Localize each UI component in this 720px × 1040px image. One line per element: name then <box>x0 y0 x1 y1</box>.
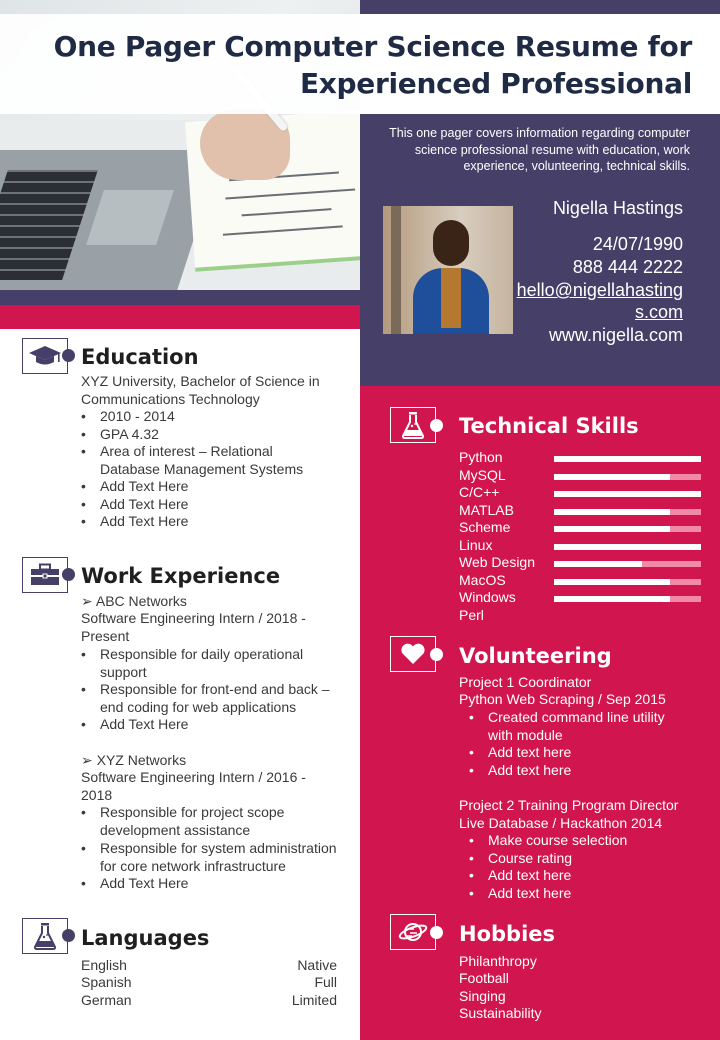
section-dot <box>430 419 443 432</box>
work-experience-heading: Work Experience <box>81 564 281 588</box>
skill-bar <box>554 456 701 462</box>
profile-dob: 24/07/1990 <box>592 234 683 254</box>
list-item: • Add text here <box>488 867 571 885</box>
list-item: • Add text here <box>488 744 571 762</box>
skill-bar-fill <box>554 579 670 585</box>
profile-website-link[interactable]: www.nigella.com <box>548 325 683 345</box>
hobbies-heading: Hobbies <box>459 922 556 946</box>
skill-name: MySQL <box>459 466 506 483</box>
list-item: • Add Text Here <box>100 478 188 496</box>
list-item: • Add Text Here <box>100 496 188 514</box>
skill-bar <box>554 474 701 480</box>
skill-bar-fill <box>554 544 701 550</box>
list-item: • Area of interest – Relational Database Management Systems <box>100 443 330 478</box>
volunteering-heading: Volunteering <box>459 644 612 668</box>
education-school: XYZ University, Bachelor of Science in Communications Technology <box>81 373 320 407</box>
language-row: Spanish Full <box>81 974 337 990</box>
list-item: • Responsible for daily operational support <box>100 646 330 681</box>
list-item: • Created command line utility with module <box>488 709 688 744</box>
project-name: Project 2 Training Program Director <box>459 797 679 813</box>
skill-bar-fill <box>554 561 642 567</box>
section-dot <box>62 929 75 942</box>
project-detail: Live Database / Hackathon 2014 <box>459 815 663 831</box>
top-accent-bar <box>360 0 720 14</box>
skill-name: MacOS <box>459 571 506 588</box>
skill-bar-fill <box>554 526 670 532</box>
skill-name: Web Design <box>459 554 536 570</box>
skill-bar-fill <box>554 474 670 480</box>
page-title: One Pager Computer Science Resume for Experienced Professional <box>53 30 692 100</box>
list-item: • Responsible for system administration for core network infrastructure <box>100 840 355 875</box>
skill-bar-fill <box>554 596 670 602</box>
job-company: ➢ ABC Networks <box>81 593 187 609</box>
section-dot <box>62 568 75 581</box>
list-item: • Add Text Here <box>100 875 188 893</box>
project-name: Project 1 Coordinator <box>459 674 592 690</box>
language-row: English Native <box>81 957 337 973</box>
job-role: Software Engineering Intern / 2016 - 2018 <box>81 769 306 803</box>
section-dot <box>430 648 443 661</box>
skill-name: Perl <box>459 606 484 623</box>
list-item: • Add Text Here <box>100 513 188 531</box>
profile-email-link[interactable]: hello@nigellahastings.com <box>516 280 683 322</box>
skill-name: C/C++ <box>459 484 500 500</box>
list-item: • Make course selection <box>488 832 627 850</box>
skill-bar <box>554 509 701 515</box>
technical-skills-heading: Technical Skills <box>459 414 639 438</box>
skill-bar <box>554 561 701 567</box>
education-heading: Education <box>81 345 199 369</box>
intro-text: This one pager covers information regarding computer science professional resume with education, work experience, volunteering, technical skills. <box>389 126 690 173</box>
profile-name: Nigella Hastings <box>552 198 683 218</box>
navy-strip <box>0 290 360 305</box>
profile-phone: 888 444 2222 <box>572 257 683 277</box>
skill-name: Linux <box>459 536 493 553</box>
section-dot <box>430 926 443 939</box>
pink-strip <box>0 305 360 329</box>
skill-name: Scheme <box>459 519 511 535</box>
skill-bar <box>554 579 701 585</box>
hobby-item: Philanthropy <box>459 953 537 969</box>
language-row: German Limited <box>81 992 337 1008</box>
list-item: • GPA 4.32 <box>100 426 159 444</box>
list-item: • Responsible for front-end and back – end coding for web applications <box>100 681 345 716</box>
hobby-item: Sustainability <box>459 1005 542 1021</box>
section-dot <box>62 349 75 362</box>
hobby-item: Football <box>459 970 509 986</box>
skill-bar-fill <box>554 491 701 497</box>
skill-bar <box>554 544 701 550</box>
avatar <box>383 206 513 334</box>
skill-bar <box>554 491 701 497</box>
skill-name: Windows <box>459 589 516 605</box>
skill-bar <box>554 526 701 532</box>
list-item: • Responsible for project scope development assistance <box>100 804 330 839</box>
job-role: Software Engineering Intern / 2018 - Present <box>81 610 306 644</box>
skill-name: MATLAB <box>459 501 514 518</box>
list-item: • Add text here <box>488 885 571 903</box>
skill-bar <box>554 596 701 602</box>
skill-bar-fill <box>554 509 670 515</box>
skill-bar-fill <box>554 456 701 462</box>
list-item: • Add Text Here <box>100 716 188 734</box>
job-company: ➢ XYZ Networks <box>81 752 187 768</box>
hobby-item: Singing <box>459 988 506 1004</box>
project-detail: Python Web Scraping / Sep 2015 <box>459 691 666 707</box>
list-item: • 2010 - 2014 <box>100 408 175 426</box>
languages-heading: Languages <box>81 926 210 950</box>
list-item: • Course rating <box>488 850 572 868</box>
skill-name: Python <box>459 449 503 465</box>
list-item: • Add text here <box>488 762 571 780</box>
